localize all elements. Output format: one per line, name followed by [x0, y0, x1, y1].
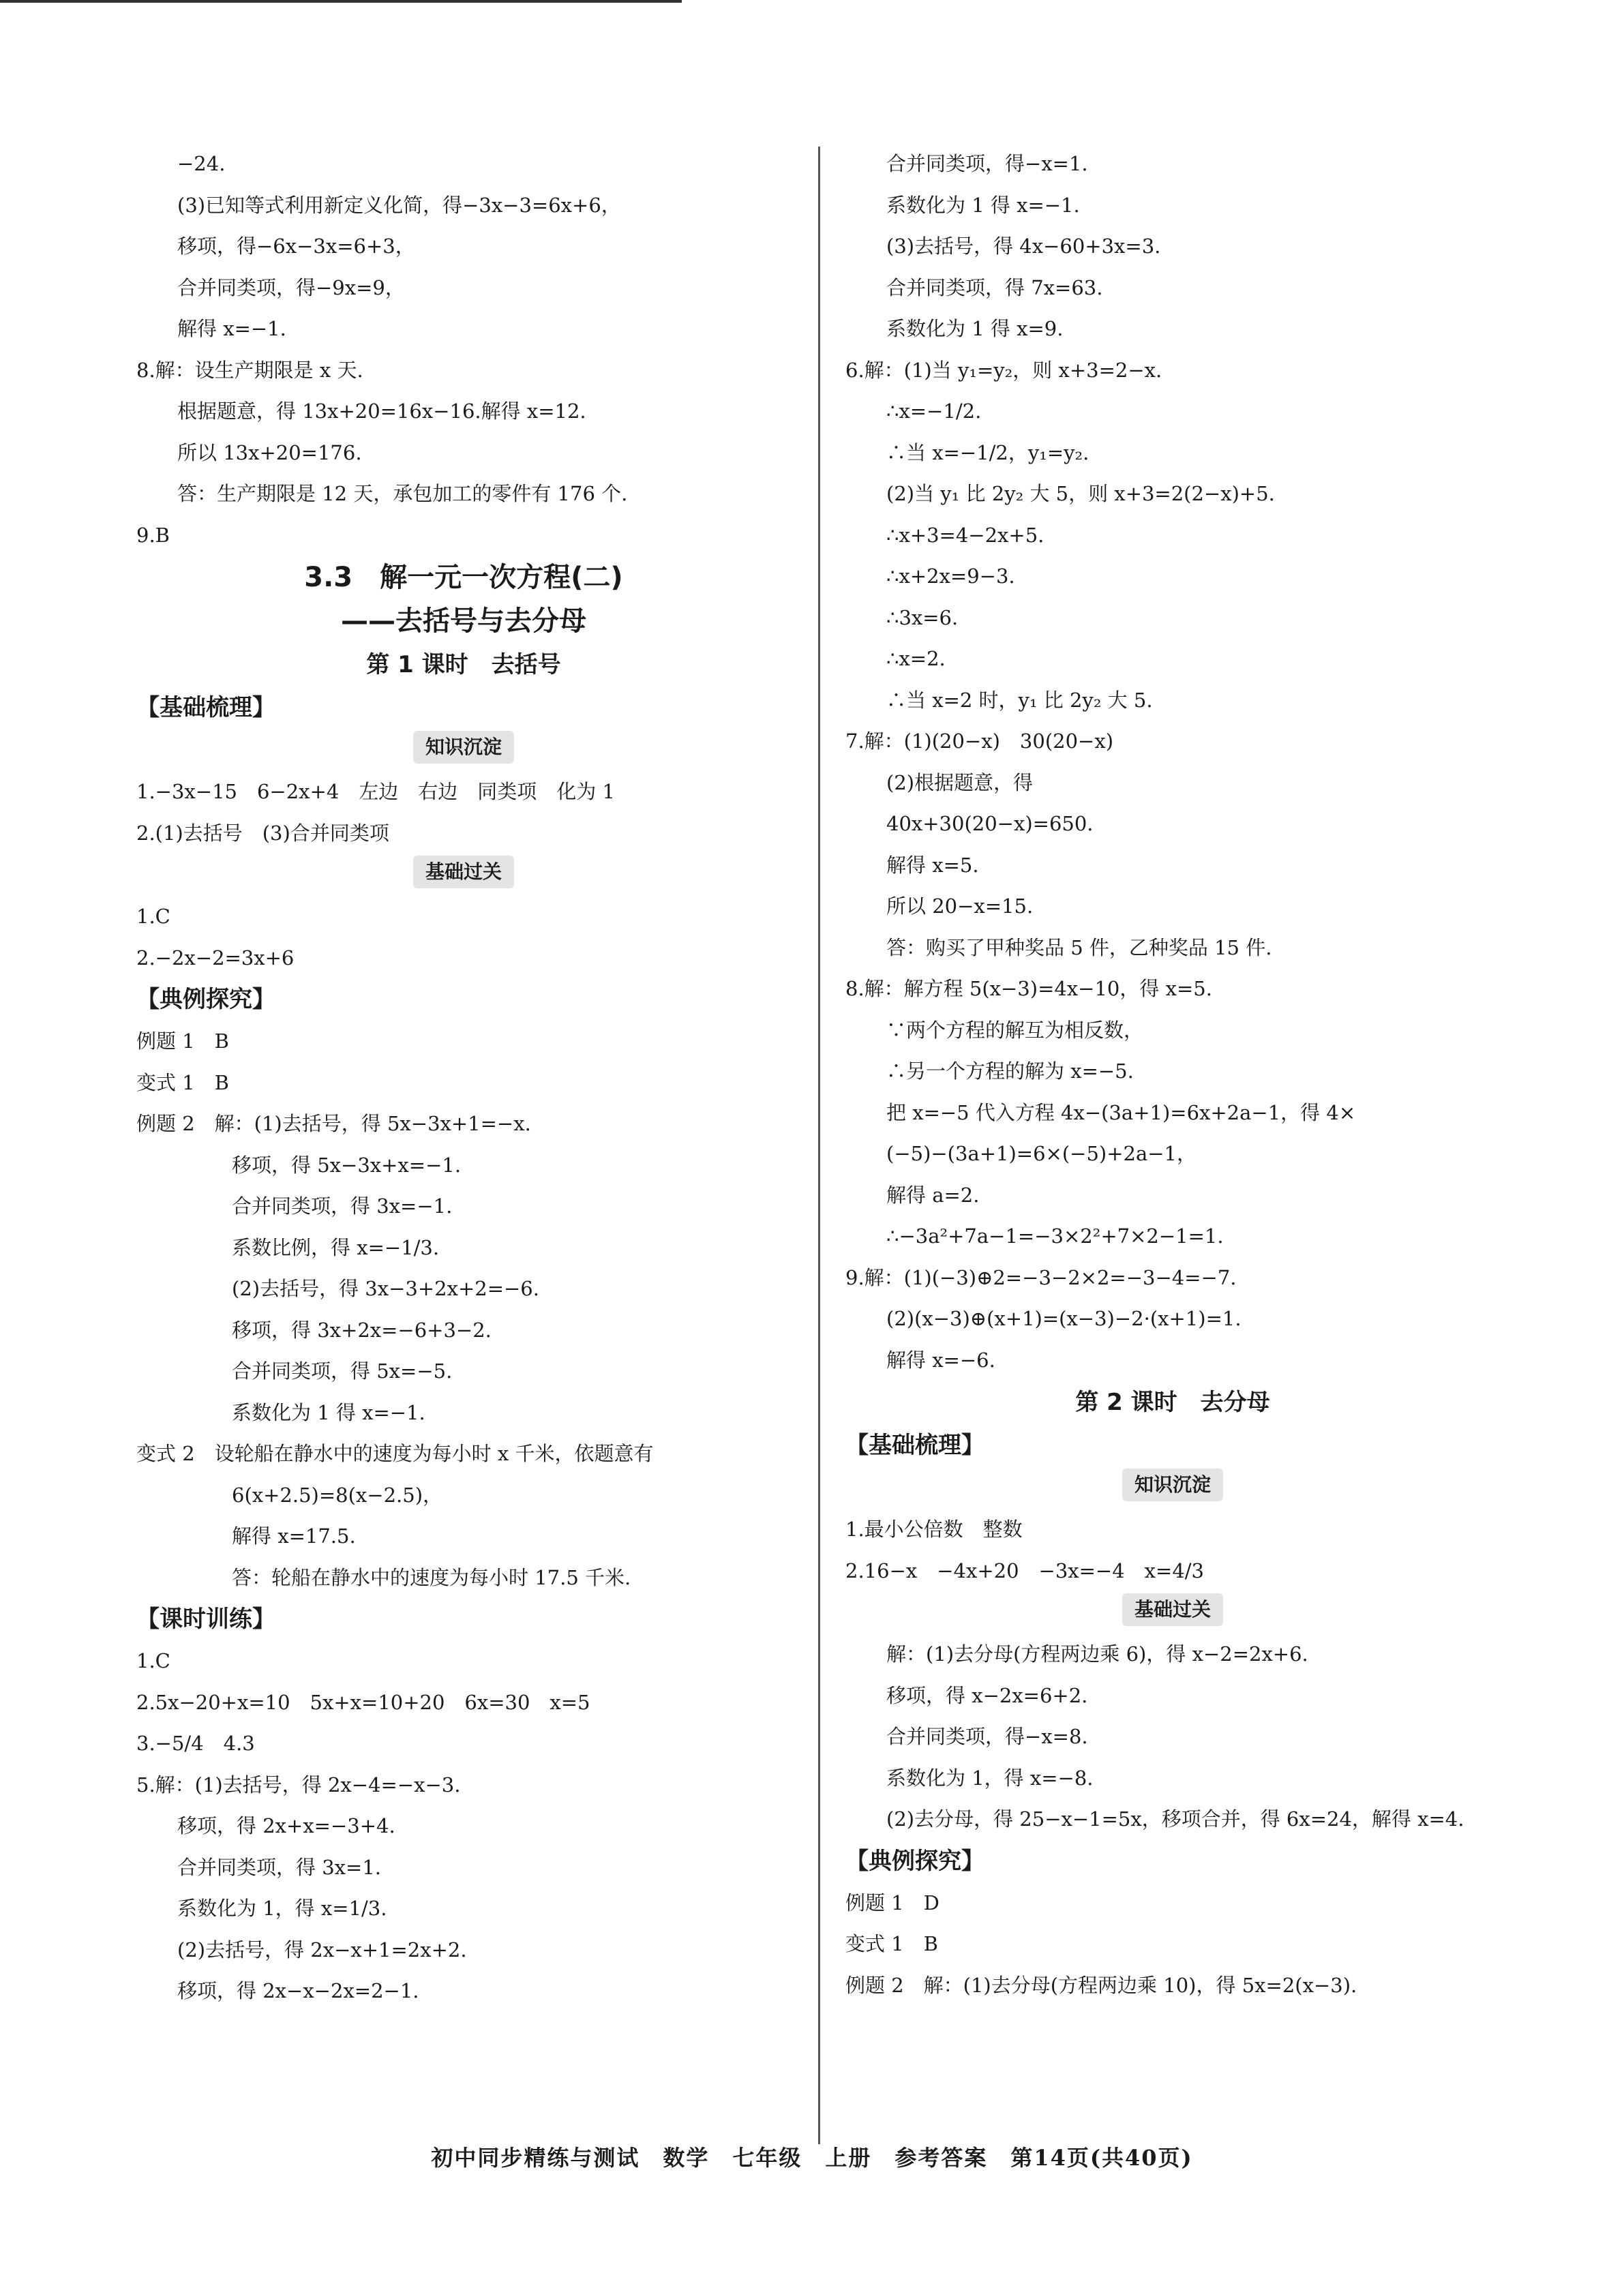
right-text-line: ∴x+2x=9−3.	[886, 565, 1015, 588]
right-text-line: ∴x+3=4−2x+5.	[886, 523, 1044, 547]
subheading-label: 基础过关	[413, 856, 514, 888]
left-text-line: 8.解：设生产期限是 x 天.	[136, 358, 363, 382]
left-text-line: 解得 x=17.5.	[232, 1524, 356, 1548]
left-text-line: 1.−3x−15 6−2x+4 左边 右边 同类项 化为 1	[136, 780, 615, 803]
left-text-line: (2)去括号，得 2x−x+1=2x+2.	[177, 1938, 467, 1961]
left-text-line: 移项，得 3x+2x=−6+3−2.	[232, 1318, 492, 1342]
column-divider	[818, 147, 820, 2144]
left-text-line: 答：生产期限是 12 天，承包加工的零件有 176 个.	[177, 482, 628, 505]
left-text-line: 移项，得 2x−x−2x=2−1.	[177, 1979, 419, 2002]
right-text-line: 例题 1 D	[845, 1891, 939, 1914]
left-section-title: 3.3 解一元一次方程(二)	[304, 562, 623, 593]
left-text-line: 解得 x=−1.	[177, 317, 286, 340]
right-text-line: 6.解：(1)当 y₁=y₂，则 x+3=2−x.	[845, 358, 1162, 382]
right-text-line: 答：购买了甲种奖品 5 件，乙种奖品 15 件.	[886, 935, 1272, 959]
right-text-line: 7.解：(1)(20−x) 30(20−x)	[845, 730, 1114, 753]
right-text-line: 系数化为 1 得 x=9.	[886, 317, 1064, 340]
right-text-line: 1.最小公倍数 整数	[845, 1518, 1023, 1541]
left-subheading	[136, 854, 791, 896]
left-text-line: 例题 2 解：(1)去括号，得 5x−3x+1=−x.	[136, 1112, 531, 1135]
right-text-line: ∴当 x=2 时，y₁ 比 2y₂ 大 5.	[886, 688, 1153, 712]
right-lesson-title: 第 2 课时 去分母	[1075, 1389, 1270, 1416]
left-text-line: 5.解：(1)去括号，得 2x−4=−x−3.	[136, 1773, 461, 1796]
left-section-heading: 【基础梳理】	[136, 694, 275, 721]
right-text-line: (−5)−(3a+1)=6×(−5)+2a−1，	[886, 1142, 1197, 1165]
left-text-line: 合并同类项，得−9x=9，	[177, 275, 405, 299]
right-text-line: 解得 a=2.	[886, 1183, 980, 1207]
right-text-line: 把 x=−5 代入方程 4x−(3a+1)=6x+2a−1，得 4×	[886, 1100, 1356, 1124]
right-subheading	[845, 1467, 1500, 1509]
subheading-label: 知识沉淀	[413, 731, 514, 764]
right-text-line: 变式 1 B	[845, 1932, 938, 1955]
left-text-line: 6(x+2.5)=8(x−2.5)，	[232, 1483, 443, 1507]
left-text-line: 合并同类项，得 3x=−1.	[232, 1194, 453, 1218]
left-text-line: (3)已知等式利用新定义化简，得−3x−3=6x+6，	[177, 193, 621, 217]
left-section-heading: 【典例探究】	[136, 986, 275, 1013]
right-text-line: 解：(1)去分母(方程两边乘 6)，得 x−2=2x+6.	[886, 1642, 1308, 1666]
right-text-line: ∵两个方程的解互为相反数，	[886, 1018, 1144, 1042]
left-section-subtitle: ——去括号与去分母	[341, 605, 586, 637]
right-text-line: 系数化为 1 得 x=−1.	[886, 193, 1080, 217]
left-text-line: −24.	[177, 152, 226, 175]
left-text-line: 例题 1 B	[136, 1029, 229, 1053]
left-text-line: 1.C	[136, 905, 170, 928]
right-text-line: 合并同类项，得−x=8.	[886, 1725, 1088, 1748]
right-text-line: ∴−3a²+7a−1=−3×2²+7×2−1=1.	[886, 1224, 1224, 1248]
left-text-line: 3.−5/4 4.3	[136, 1732, 255, 1755]
page-footer: 初中同步精练与测试 数学 七年级 上册 参考答案 第14页(共40页)	[431, 2145, 1193, 2171]
right-text-line: (2)当 y₁ 比 2y₂ 大 5，则 x+3=2(2−x)+5.	[886, 482, 1275, 505]
left-section-heading: 【课时训练】	[136, 1606, 275, 1633]
left-column	[136, 143, 791, 2012]
right-text-line: ∴x=−1/2.	[886, 400, 982, 423]
left-text-line: 合并同类项，得 3x=1.	[177, 1855, 381, 1879]
right-text-line: 解得 x=5.	[886, 853, 979, 877]
right-text-line: ∴另一个方程的解为 x=−5.	[886, 1059, 1134, 1083]
top-rule	[0, 0, 682, 3]
left-lesson-title: 第 1 课时 去括号	[366, 651, 561, 678]
right-text-line: ∴当 x=−1/2，y₁=y₂.	[886, 440, 1089, 464]
right-subheading	[845, 1591, 1500, 1634]
right-text-line: (3)去括号，得 4x−60+3x=3.	[886, 235, 1161, 258]
right-text-line: (2)根据题意，得	[886, 770, 1034, 794]
right-text-line: (2)去分母，得 25−x−1=5x，移项合并，得 6x=24，解得 x=4.	[886, 1807, 1464, 1831]
left-text-line: 变式 1 B	[136, 1070, 229, 1094]
left-text-line: 移项，得 5x−3x+x=−1.	[232, 1153, 462, 1177]
left-text-line: 答：轮船在静水中的速度为每小时 17.5 千米.	[232, 1565, 631, 1589]
left-text-line: 系数化为 1，得 x=1/3.	[177, 1897, 387, 1920]
right-text-line: 例题 2 解：(1)去分母(方程两边乘 10)，得 5x=2(x−3).	[845, 1973, 1357, 1997]
right-column	[845, 143, 1500, 2006]
left-text-line: 根据题意，得 13x+20=16x−16.解得 x=12.	[177, 400, 586, 423]
left-text-line: 系数化为 1 得 x=−1.	[232, 1400, 425, 1424]
right-section-heading: 【典例探究】	[845, 1847, 984, 1875]
right-text-line: ∴x=2.	[886, 647, 946, 670]
right-text-line: 合并同类项，得−x=1.	[886, 152, 1088, 175]
left-text-line: (2)去括号，得 3x−3+2x+2=−6.	[232, 1277, 539, 1300]
right-section-heading: 【基础梳理】	[845, 1432, 984, 1459]
left-text-line: 1.C	[136, 1649, 170, 1672]
right-text-line: 所以 20−x=15.	[886, 894, 1034, 918]
subheading-label: 知识沉淀	[1122, 1469, 1223, 1501]
right-text-line: 2.16−x −4x+20 −3x=−4 x=4/3	[845, 1559, 1205, 1582]
right-text-line: 9.解：(1)(−3)⊕2=−3−2×2=−3−4=−7.	[845, 1265, 1237, 1289]
right-text-line: 40x+30(20−x)=650.	[886, 812, 1094, 835]
left-text-line: 移项，得 2x+x=−3+4.	[177, 1814, 395, 1837]
left-text-line: 移项，得−6x−3x=6+3，	[177, 235, 415, 258]
left-text-line: 9.B	[136, 523, 170, 547]
left-text-line: 合并同类项，得 5x=−5.	[232, 1359, 453, 1383]
right-text-line: 系数化为 1，得 x=−8.	[886, 1766, 1094, 1790]
left-text-line: 系数比例，得 x=−1/3.	[232, 1235, 440, 1259]
left-text-line: 2.5x−20+x=10 5x+x=10+20 6x=30 x=5	[136, 1690, 590, 1714]
left-text-line: 变式 2 设轮船在静水中的速度为每小时 x 千米，依题意有	[136, 1442, 654, 1465]
right-text-line: ∴3x=6.	[886, 605, 959, 629]
right-text-line: 解得 x=−6.	[886, 1348, 995, 1372]
right-text-line: 移项，得 x−2x=6+2.	[886, 1683, 1088, 1707]
subheading-label: 基础过关	[1122, 1593, 1223, 1626]
left-text-line: 2.(1)去括号 (3)合并同类项	[136, 821, 389, 845]
right-text-line: 8.解：解方程 5(x−3)=4x−10，得 x=5.	[845, 977, 1212, 1000]
left-text-line: 2.−2x−2=3x+6	[136, 946, 295, 969]
right-text-line: (2)(x−3)⊕(x+1)=(x−3)−2·(x+1)=1.	[886, 1307, 1242, 1330]
left-text-line: 所以 13x+20=176.	[177, 440, 362, 464]
right-text-line: 合并同类项，得 7x=63.	[886, 275, 1103, 299]
left-subheading	[136, 729, 791, 771]
